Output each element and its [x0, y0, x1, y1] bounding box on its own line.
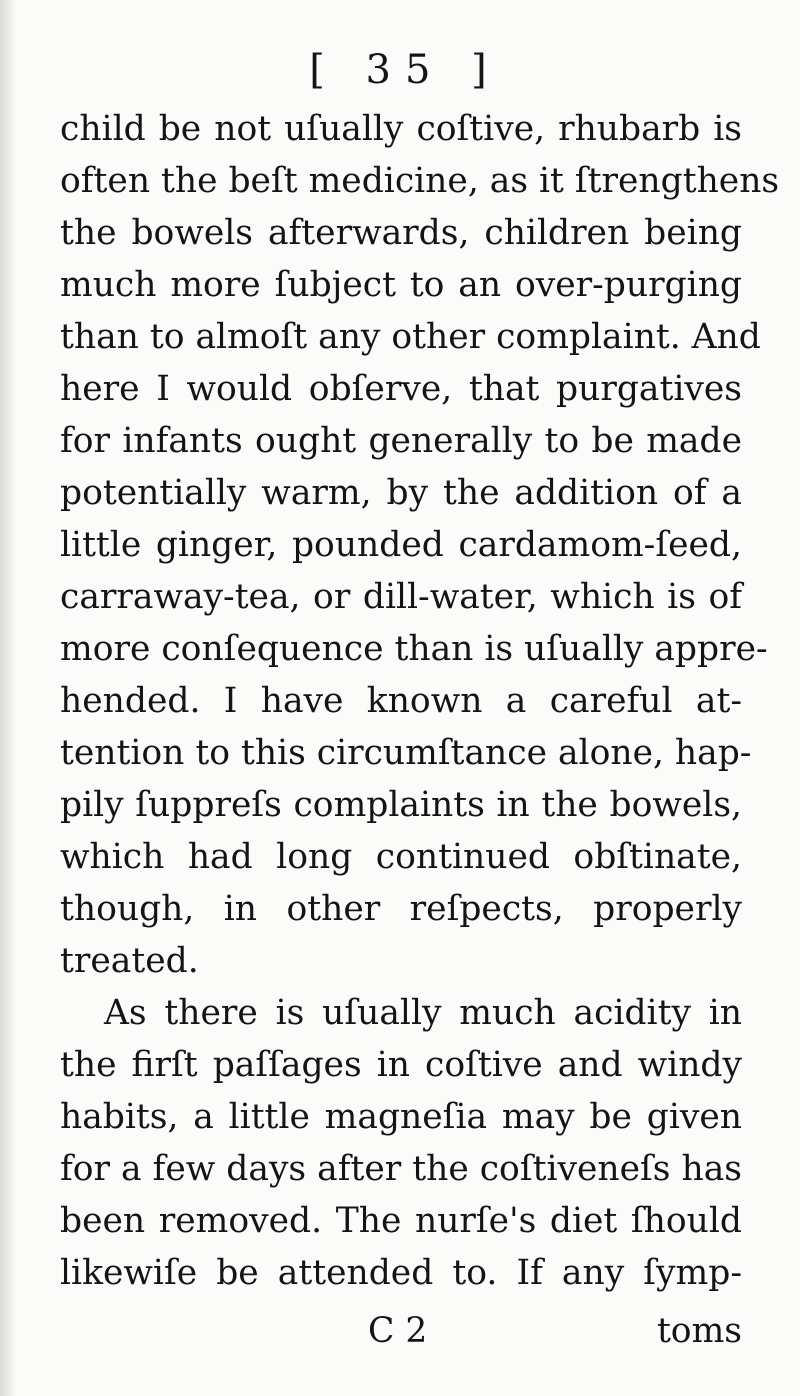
text-line: child be not uſually coſtive, rhubarb is	[60, 109, 742, 149]
text-line: often the beſt medicine, as it ſtrengthens	[60, 161, 780, 201]
text-line-paragraph-start: As there is uſually much acidity in	[104, 993, 742, 1033]
body-text	[60, 103, 780, 1299]
catchword: toms	[656, 1311, 742, 1351]
page-number: [ 35 ]	[309, 47, 501, 93]
text-line: here I would obſerve, that purgatives	[60, 369, 742, 409]
text-line: though, in other reſpects, properly	[60, 889, 742, 929]
text-line: little ginger, pounded cardamom-ſeed,	[60, 525, 742, 565]
text-line: more conſequence than is uſually appre-	[60, 629, 768, 669]
text-line: the bowels afterwards, children being	[60, 213, 742, 253]
text-line: for a few days after the coſtiveneſs has	[60, 1149, 742, 1189]
text-line: much more ſubject to an over-purging	[60, 265, 742, 305]
text-line: pily ſuppreſs complaints in the bowels,	[60, 785, 742, 825]
text-line: than to almoſt any other complaint. And	[60, 317, 761, 357]
text-line: likewiſe be attended to. If any ſymp-	[60, 1253, 742, 1293]
text-line: hended. I have known a careful at-	[60, 681, 742, 721]
text-line: treated.	[60, 941, 199, 981]
text-line: carraway-tea, or dill-water, which is of	[60, 577, 742, 617]
text-line: the firſt paſſages in coſtive and windy	[60, 1045, 742, 1085]
signature-mark: C 2	[368, 1311, 428, 1351]
text-line: for infants ought generally to be made	[60, 421, 742, 461]
page-edge-shadow	[0, 0, 14, 1396]
text-line: habits, a little magneſia may be given	[60, 1097, 742, 1137]
text-line: which had long continued obſtinate,	[60, 837, 742, 877]
page-footer	[60, 1305, 742, 1357]
text-line: tention to this circumſtance alone, hap-	[60, 733, 752, 773]
text-line: been removed. The nurſe's diet ſhould	[60, 1201, 742, 1241]
text-line: potentially warm, by the addition of a	[60, 473, 742, 513]
